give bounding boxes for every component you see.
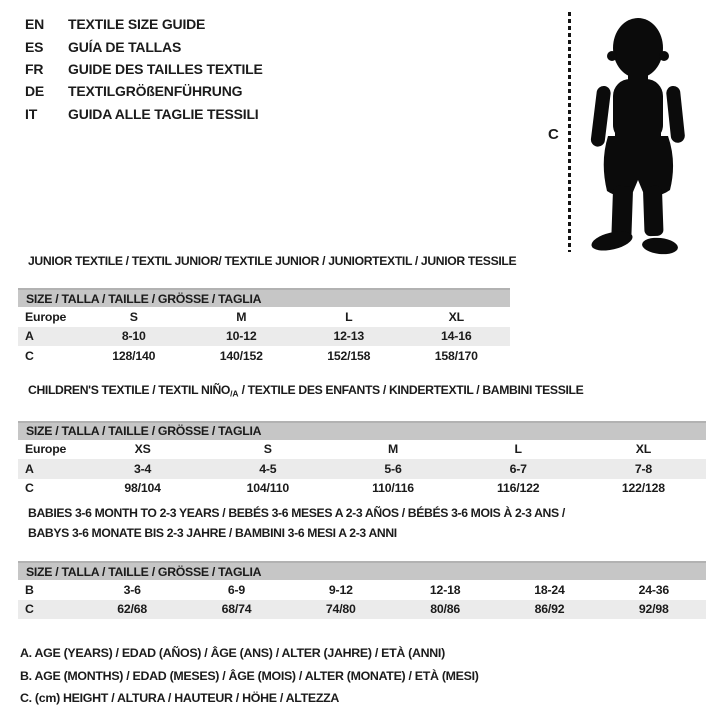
- guide-title-en: TEXTILE SIZE GUIDE: [68, 16, 206, 33]
- section-junior-textile: [18, 253, 517, 366]
- row-label: A: [25, 461, 34, 476]
- table-header-bar: SIZE / TALLA / TAILLE / GRÖSSE / TAGLIA: [18, 561, 706, 580]
- table-header-bar: SIZE / TALLA / TAILLE / GRÖSSE / TAGLIA: [18, 421, 706, 440]
- size-value-cell: S: [129, 309, 138, 324]
- measurement-legend: [20, 642, 479, 709]
- table-body: [18, 307, 510, 366]
- lang-code: FR: [25, 60, 44, 77]
- size-value-cell: 110/116: [372, 481, 414, 496]
- section-heading-line: JUNIOR TEXTILE / TEXTIL JUNIOR/ TEXTILE JUNIOR / JUNIORTEXTIL / JUNIOR TESSILE: [28, 254, 517, 268]
- size-value-cell: 152/158: [327, 348, 371, 363]
- children-size-table: [18, 421, 706, 499]
- row-label: C: [25, 602, 34, 617]
- lang-row-fr: [25, 58, 263, 80]
- size-value-cell: L: [345, 309, 353, 324]
- size-value-cell: 6-9: [227, 582, 246, 597]
- lang-row-en: [25, 13, 263, 35]
- section-heading-line: CHILDREN'S TEXTILE / TEXTIL $NIÑO_{/A}$ / TEXTILE DES ENFANTS / KINDERTEXTIL / BAMBINI TESSILE: [28, 383, 584, 399]
- section-childrens-textile: [18, 382, 706, 498]
- size-value-cell: XL: [635, 442, 652, 457]
- size-value-cell: 104/110: [246, 481, 289, 496]
- size-value-cell: S: [263, 442, 272, 457]
- size-value-cell: 68/74: [221, 602, 252, 617]
- size-value-cell: 6-7: [509, 461, 527, 476]
- size-value-cell: 74/80: [325, 602, 356, 617]
- row-label: C: [25, 348, 34, 363]
- section-heading-babies: [28, 503, 706, 543]
- size-value-cell: 24-36: [638, 582, 670, 597]
- size-value-cell: 62/68: [117, 602, 148, 617]
- guide-title-fr: GUIDE DES TAILLES TEXTILE: [68, 60, 263, 77]
- size-value-cell: 9-12: [328, 582, 353, 597]
- table-body: [18, 440, 706, 499]
- table-row: [18, 600, 706, 620]
- size-value-cell: 8-10: [121, 329, 146, 344]
- size-value-cell: 7-8: [634, 461, 652, 476]
- height-measure-figure: [540, 8, 718, 260]
- size-value-cell: 3-6: [123, 582, 141, 597]
- junior-size-table: [18, 288, 510, 366]
- lang-row-de: [25, 80, 263, 102]
- section-heading-line: BABYS 3-6 MONATE BIS 2-3 JAHRE / BAMBINI 3-6 MESI A 2-3 ANNI: [28, 526, 397, 540]
- lang-code: IT: [25, 105, 38, 122]
- table-row: [18, 479, 706, 499]
- size-value-cell: 140/152: [219, 348, 263, 363]
- table-row: [18, 440, 706, 460]
- row-label: A: [25, 329, 34, 344]
- guide-title-es: GUÍA DE TALLAS: [68, 38, 182, 55]
- table-body: [18, 580, 706, 619]
- table-row: [18, 327, 510, 347]
- table-row: [18, 459, 706, 479]
- legend-age-years: A. AGE (YEARS) / EDAD (AÑOS) / ÂGE (ANS) / ALTER (JAHRE) / ETÀ (ANNI): [20, 646, 445, 661]
- height-marker-label: C: [548, 126, 559, 143]
- row-label: Europe: [25, 442, 67, 457]
- size-value-cell: 122/128: [621, 481, 665, 496]
- size-value-cell: 80/86: [430, 602, 461, 617]
- guide-title-de: TEXTILGRÖßENFÜHRUNG: [68, 83, 243, 100]
- size-value-cell: 116/122: [497, 481, 540, 496]
- lang-row-it: [25, 103, 263, 125]
- size-value-cell: XS: [134, 442, 151, 457]
- height-measure-dashed-line: [568, 12, 571, 252]
- size-value-cell: 10-12: [226, 329, 257, 344]
- size-value-cell: XL: [448, 309, 464, 324]
- lang-code: EN: [25, 16, 45, 33]
- section-heading-children: [28, 382, 706, 402]
- size-value-cell: M: [236, 309, 247, 324]
- table-row: [18, 307, 510, 327]
- row-label: Europe: [25, 309, 67, 324]
- section-babies-textile: [18, 503, 706, 619]
- section-heading-junior: [28, 253, 517, 269]
- size-value-cell: 3-4: [134, 461, 152, 476]
- lang-code: ES: [25, 38, 44, 55]
- toddler-silhouette-image: [580, 10, 706, 256]
- size-value-cell: 12-13: [333, 329, 364, 344]
- size-value-cell: L: [514, 442, 522, 457]
- size-value-cell: 158/170: [434, 348, 478, 363]
- size-value-cell: 92/98: [638, 602, 669, 617]
- row-label: C: [25, 481, 34, 496]
- language-title-list: [25, 13, 263, 125]
- size-value-cell: 86/92: [534, 602, 565, 617]
- guide-title-it: GUIDA ALLE TAGLIE TESSILI: [68, 105, 259, 122]
- legend-height-cm: C. (cm) HEIGHT / ALTURA / HAUTEUR / HÖHE / ALTEZZA: [20, 690, 340, 705]
- size-value-cell: 98/104: [124, 481, 161, 496]
- size-value-cell: 4-5: [259, 461, 277, 476]
- lang-code: DE: [25, 83, 45, 100]
- size-value-cell: 12-18: [429, 582, 461, 597]
- size-value-cell: 18-24: [534, 582, 565, 597]
- size-value-cell: M: [387, 442, 399, 457]
- size-value-cell: 14-16: [441, 329, 472, 344]
- size-value-cell: 128/140: [112, 348, 156, 363]
- lang-row-es: [25, 35, 263, 57]
- table-row: [18, 580, 706, 600]
- legend-age-months: B. AGE (MONTHS) / EDAD (MESES) / ÂGE (MOIS) / ALTER (MONATE) / ETÀ (MESI): [20, 668, 479, 683]
- section-heading-line: BABIES 3-6 MONTH TO 2-3 YEARS / BEBÉS 3-6 MESES A 2-3 AÑOS / BÉBÉS 3-6 MOIS À 2-3 ANS /: [28, 506, 565, 520]
- table-header-bar: SIZE / TALLA / TAILLE / GRÖSSE / TAGLIA: [18, 288, 510, 307]
- table-row: [18, 346, 510, 366]
- size-value-cell: 5-6: [384, 461, 402, 476]
- row-label: B: [25, 582, 34, 597]
- babies-size-table: [18, 561, 706, 619]
